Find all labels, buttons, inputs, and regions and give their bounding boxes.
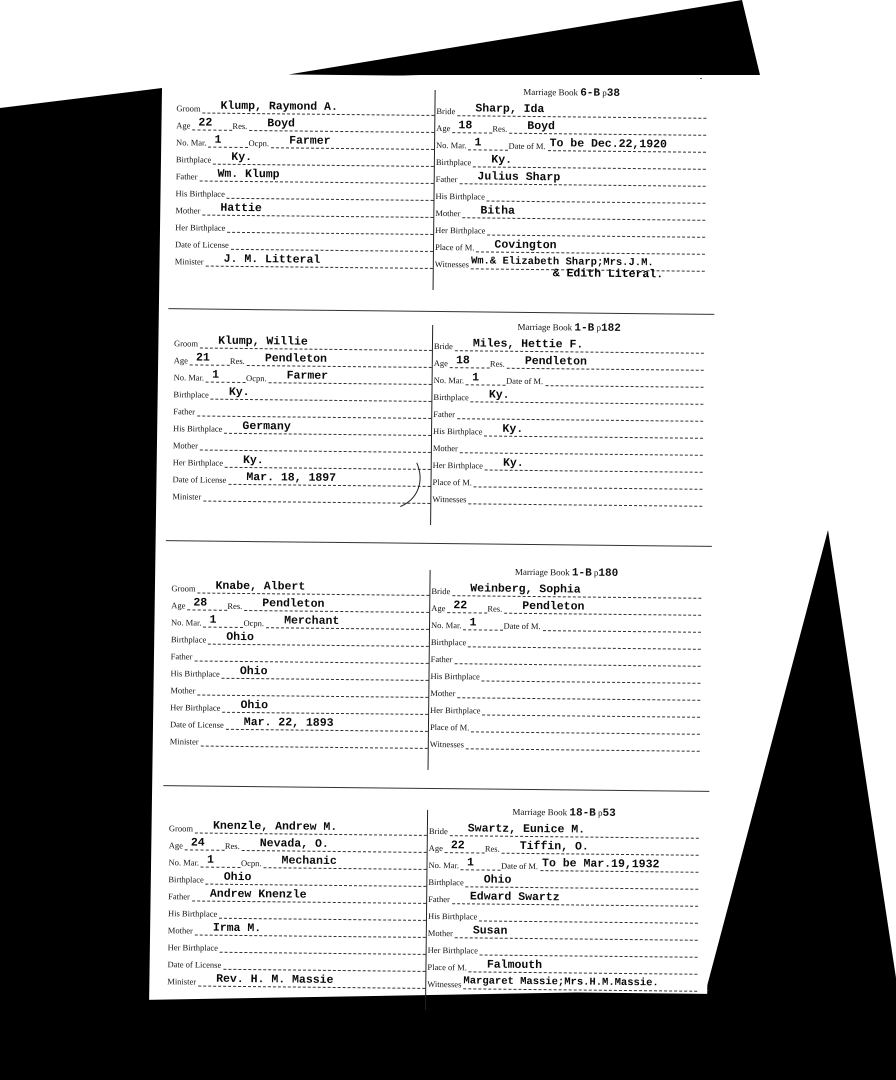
groom-ocpn: Merchant <box>266 614 429 630</box>
scan-border-top-right <box>255 0 760 80</box>
no-mar-label: No. Mar. <box>168 857 200 868</box>
groom-date-of-license: Mar. 18, 1897 <box>228 471 430 487</box>
page-prefix: p <box>598 807 603 818</box>
groom-birthplace: Ohio <box>206 871 427 887</box>
book-prefix: Marriage Book <box>514 566 570 578</box>
date-of-m-label: Date of M. <box>506 375 544 387</box>
date-of-license-label: Date of License <box>172 474 227 485</box>
bride-father: Edward Swartz <box>452 890 698 907</box>
groom-age: 28 <box>187 596 227 610</box>
marriage-book-line <box>434 321 704 336</box>
page-prefix: p <box>596 322 602 333</box>
bride-age: 22 <box>445 839 485 853</box>
father-label: Father <box>168 891 190 902</box>
ocpn-label: Ocpn. <box>248 138 270 149</box>
bride-column <box>432 321 704 505</box>
res-label: Res. <box>492 123 508 134</box>
bride-date-of-m: To be Dec.22,1920 <box>548 137 707 153</box>
groom-no-mar: 1 <box>208 134 248 148</box>
date-of-license-label: Date of License <box>169 719 224 730</box>
page-number: 53 <box>602 807 616 820</box>
date-of-m-label: Date of M. <box>500 860 539 872</box>
her-birthplace-label: Her Birthplace <box>172 457 224 468</box>
his-birthplace-label: His Birthplace <box>430 670 480 682</box>
book-number: 6-B <box>580 87 601 100</box>
bride-witnesses <box>466 748 700 751</box>
bride-age: 22 <box>447 599 487 613</box>
bride-name: Swartz, Eunice M. <box>450 822 699 839</box>
groom-no-mar: 1 <box>201 854 241 868</box>
father-label: Father <box>435 173 458 185</box>
bride-birthplace: Ky. <box>473 153 706 169</box>
groom-no-mar: 1 <box>203 614 243 628</box>
age-label: Age <box>173 355 189 366</box>
age-label: Age <box>428 842 443 854</box>
date-of-license-label: Date of License <box>167 959 222 970</box>
her-birthplace-label: Her Birthplace <box>175 222 226 233</box>
bride-witnesses: Wm.& Elizabeth Sharp;Mrs.J.M. <box>471 255 705 271</box>
bride-birthplace: Ky. <box>471 388 704 404</box>
bride-no-mar: 1 <box>461 856 501 870</box>
age-label: Age <box>168 840 183 851</box>
birthplace-label: Birthplace <box>428 876 464 888</box>
page-prefix: p <box>593 567 599 578</box>
her-birthplace-label: Her Birthplace <box>170 702 221 713</box>
bride-date-of-m: To be Mar.19,1932 <box>540 857 699 873</box>
father-label: Father <box>433 408 456 420</box>
bride-place-of-m: Covington <box>476 238 705 254</box>
scan-border-right <box>706 530 896 1000</box>
no-mar-label: No. Mar. <box>428 859 460 871</box>
mother-label: Mother <box>172 440 198 451</box>
bride-column <box>429 566 702 750</box>
birthplace-label: Birthplace <box>433 391 469 403</box>
bride-res: Pendleton <box>504 600 701 616</box>
bride-mother: Susan <box>455 924 698 941</box>
page-number: 180 <box>598 567 619 580</box>
his-birthplace-label: His Birthplace <box>433 425 483 437</box>
minister-label: Minister <box>169 736 199 747</box>
bride-place-of-m: Falmouth <box>469 958 698 974</box>
bride-birthplace: Ohio <box>466 873 699 889</box>
groom-ocpn: Farmer <box>269 369 432 385</box>
bride-mother: Bitha <box>462 204 705 221</box>
marriage-record-1 <box>163 83 717 299</box>
register-page <box>155 73 717 994</box>
page-number: 38 <box>606 87 621 100</box>
marriage-book-line <box>432 566 702 581</box>
res-label: Res. <box>484 843 500 854</box>
her-birthplace-label: Her Birthplace <box>167 942 218 953</box>
groom-age: 22 <box>192 116 232 130</box>
bride-label: Bride <box>428 825 448 837</box>
groom-ocpn: Mechanic <box>264 854 427 870</box>
her-birthplace-label: Her Birthplace <box>435 224 486 236</box>
mother-label: Mother <box>432 442 458 454</box>
ocpn-label: Ocpn. <box>246 373 267 384</box>
groom-minister: J. M. Litteral <box>206 253 433 269</box>
bride-label: Bride <box>431 585 451 597</box>
marriage-record-2 <box>160 318 714 534</box>
pen-mark <box>396 461 427 511</box>
bride-her-birthplace: Ky. <box>485 457 703 473</box>
bride-father: Julius Sharp <box>459 170 705 187</box>
father-label: Father <box>428 893 450 905</box>
date-of-m-label: Date of M. <box>503 620 541 632</box>
groom-minister: Rev. H. M. Massie <box>198 973 425 989</box>
no-mar-label: No. Mar. <box>433 374 465 386</box>
page-number: 182 <box>600 322 621 335</box>
groom-her-birthplace: Ohio <box>222 699 428 715</box>
birthplace-label: Birthplace <box>168 874 204 885</box>
res-label: Res. <box>224 840 240 851</box>
groom-mother: Irma M. <box>195 921 426 937</box>
groom-father: Wm. Klump <box>199 168 433 184</box>
res-label: Res. <box>232 120 248 132</box>
birthplace-label: Birthplace <box>175 154 212 165</box>
groom-age: 24 <box>185 836 225 850</box>
bride-his-birthplace: Ky. <box>484 423 703 439</box>
place-of-m-label: Place of M. <box>434 241 475 253</box>
bride-column <box>427 806 699 990</box>
groom-name: Klump, Willie <box>200 335 432 351</box>
bride-age: 18 <box>452 119 492 133</box>
marriage-book-line <box>437 86 707 101</box>
page-prefix: p <box>602 87 607 98</box>
ocpn-label: Ocpn. <box>243 617 265 629</box>
minister-label: Minister <box>174 256 204 267</box>
her-birthplace-label: Her Birthplace <box>427 944 478 956</box>
her-birthplace-label: Her Birthplace <box>432 459 484 471</box>
groom-label: Groom <box>168 823 194 834</box>
groom-res: Nevada, O. <box>242 837 427 853</box>
bride-no-mar: 1 <box>466 371 506 385</box>
groom-age: 21 <box>190 351 230 365</box>
record-separator <box>163 785 709 792</box>
groom-name: Knenzle, Andrew M. <box>195 819 427 835</box>
his-birthplace-label: His Birthplace <box>173 423 223 434</box>
groom-her-birthplace: Ky. <box>225 454 431 470</box>
bride-label: Bride <box>433 340 453 352</box>
bride-witnesses-continued: & Edith Literal. <box>552 267 664 282</box>
groom-label: Groom <box>171 583 196 594</box>
res-label: Res. <box>229 355 245 366</box>
father-label: Father <box>175 171 198 182</box>
witnesses-label: Witnesses <box>427 978 462 990</box>
scan-border-left <box>0 88 162 1080</box>
res-label: Res. <box>487 603 503 614</box>
minister-label: Minister <box>167 976 197 987</box>
birthplace-label: Birthplace <box>173 389 209 400</box>
groom-label: Groom <box>173 338 199 349</box>
age-label: Age <box>176 120 191 131</box>
father-label: Father <box>173 406 196 417</box>
birthplace-label: Birthplace <box>430 636 467 648</box>
groom-column <box>174 83 435 267</box>
place-of-m-label: Place of M. <box>429 721 470 733</box>
bride-label: Bride <box>436 105 456 117</box>
mother-label: Mother <box>175 205 201 216</box>
bride-res: Pendleton <box>507 355 704 371</box>
bride-column <box>434 86 707 282</box>
his-birthplace-label: His Birthplace <box>427 910 478 922</box>
his-birthplace-label: His Birthplace <box>167 908 218 919</box>
date-of-license-label: Date of License <box>174 239 229 250</box>
his-birthplace-label: His Birthplace <box>170 668 220 679</box>
mother-label: Mother <box>435 207 461 219</box>
groom-no-mar: 1 <box>206 369 246 383</box>
bride-age: 18 <box>450 354 490 368</box>
groom-res: Pendleton <box>244 597 429 613</box>
groom-name: Klump, Raymond A. <box>202 100 434 116</box>
groom-name: Knabe, Albert <box>197 580 429 596</box>
groom-father: Andrew Knenzle <box>192 887 426 903</box>
groom-res: Pendleton <box>247 352 432 368</box>
groom-column <box>167 803 427 987</box>
book-prefix: Marriage Book <box>517 321 573 333</box>
groom-mother: Hattie <box>202 202 433 218</box>
marriage-record-4 <box>155 803 709 1019</box>
place-of-m-label: Place of M. <box>432 476 473 488</box>
his-birthplace-label: His Birthplace <box>435 190 485 202</box>
res-label: Res. <box>227 600 243 611</box>
res-label: Res. <box>489 358 505 369</box>
book-prefix: Marriage Book <box>512 806 568 818</box>
bride-name: Miles, Hettie F. <box>455 337 704 354</box>
place-of-m-label: Place of M. <box>427 961 467 973</box>
birthplace-label: Birthplace <box>435 156 472 168</box>
bride-name: Sharp, Ida <box>457 102 706 119</box>
groom-his-birthplace: Germany <box>224 420 431 436</box>
birthplace-label: Birthplace <box>170 634 207 645</box>
witnesses-label: Witnesses <box>434 258 469 270</box>
no-mar-label: No. Mar. <box>176 137 207 148</box>
age-label: Age <box>433 357 449 369</box>
marriage-book-line <box>429 806 699 821</box>
mother-label: Mother <box>167 925 193 936</box>
minister-label: Minister <box>172 491 202 502</box>
groom-date-of-license: Mar. 22, 1893 <box>226 716 428 732</box>
no-mar-label: No. Mar. <box>430 619 462 631</box>
date-of-m-label: Date of M. <box>508 140 546 152</box>
book-number: 1-B <box>571 567 592 580</box>
groom-res: Boyd <box>249 117 434 133</box>
father-label: Father <box>430 653 453 665</box>
groom-birthplace: Ky. <box>213 151 434 167</box>
groom-birthplace: Ky. <box>211 386 432 402</box>
bride-witnesses <box>468 503 702 506</box>
groom-column <box>169 563 430 747</box>
witnesses-label: Witnesses <box>429 738 464 750</box>
book-prefix: Marriage Book <box>523 86 579 98</box>
her-birthplace-label: Her Birthplace <box>430 704 481 716</box>
father-label: Father <box>170 651 193 662</box>
groom-ocpn: Farmer <box>271 134 434 150</box>
groom-birthplace: Ohio <box>208 631 429 647</box>
record-separator <box>166 540 712 547</box>
bride-res: Boyd <box>509 120 706 136</box>
marriage-record-3 <box>157 563 711 779</box>
age-label: Age <box>436 122 451 134</box>
no-mar-label: No. Mar. <box>171 617 202 628</box>
no-mar-label: No. Mar. <box>173 372 205 383</box>
groom-minister <box>201 746 428 749</box>
bride-witnesses: Margaret Massie;Mrs.H.M.Massie. <box>463 975 697 991</box>
mother-label: Mother <box>430 687 456 699</box>
ocpn-label: Ocpn. <box>240 857 262 869</box>
groom-label: Groom <box>176 103 201 114</box>
bride-no-mar: 1 <box>463 616 503 630</box>
witnesses-label: Witnesses <box>432 493 467 505</box>
bride-res: Tiffin, O. <box>502 840 699 856</box>
mother-label: Mother <box>170 685 196 696</box>
his-birthplace-label: His Birthplace <box>175 188 225 199</box>
book-number: 1-B <box>574 322 595 335</box>
bride-no-mar: 1 <box>468 136 508 150</box>
age-label: Age <box>431 602 446 614</box>
mother-label: Mother <box>427 927 453 939</box>
groom-his-birthplace: Ohio <box>222 665 429 681</box>
age-label: Age <box>171 600 186 611</box>
record-separator <box>168 308 714 315</box>
groom-column <box>172 318 432 502</box>
book-number: 18-B <box>569 807 596 820</box>
bride-name: Weinberg, Sophia <box>452 582 701 599</box>
no-mar-label: No. Mar. <box>436 139 467 151</box>
